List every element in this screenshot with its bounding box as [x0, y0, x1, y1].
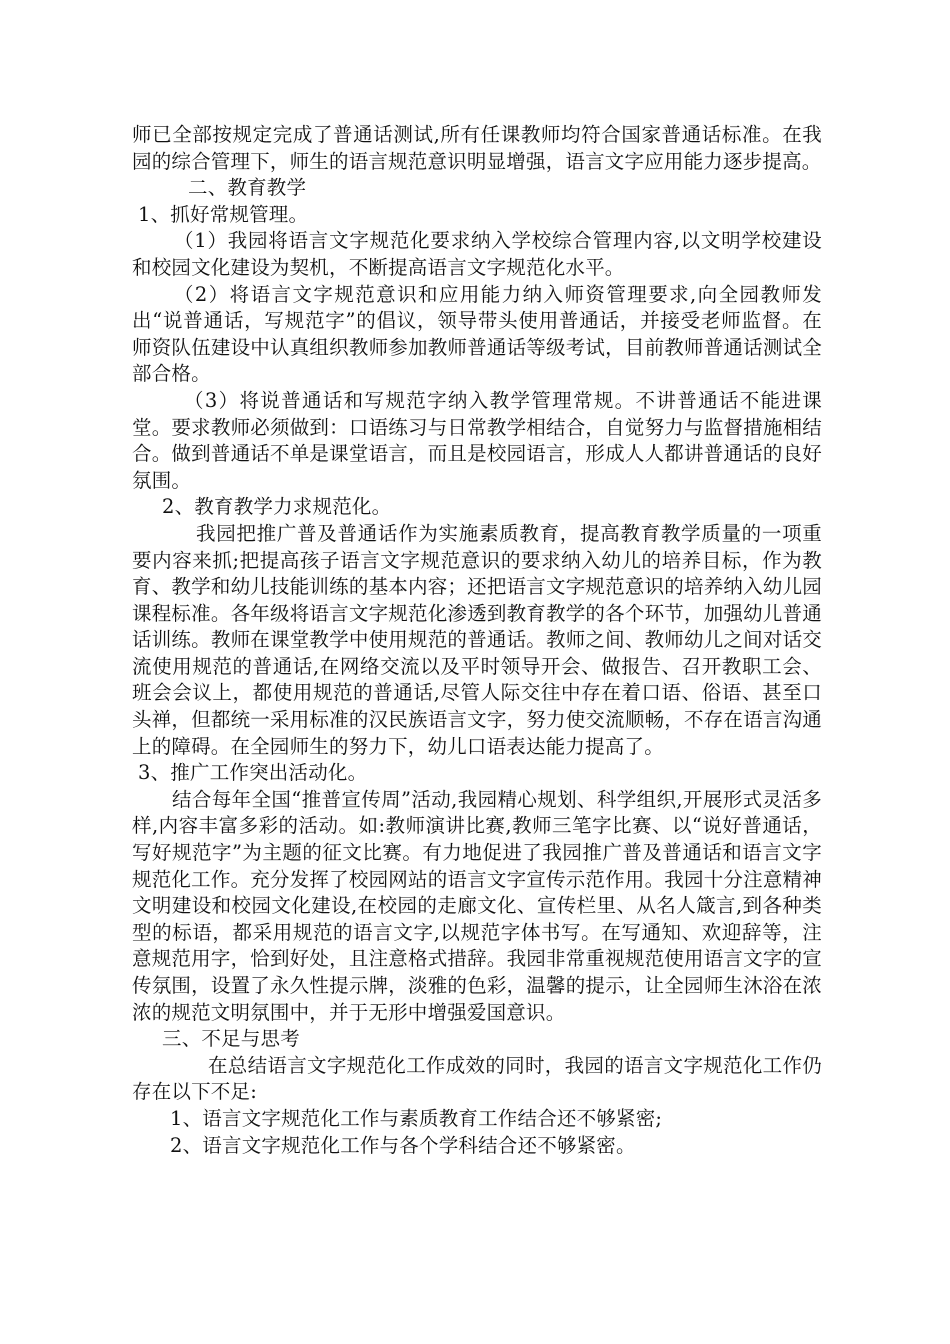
- shortcomings-paragraph: 在总结语言文字规范化工作成效的同时，我园的语言文字规范化工作仍存在以下不足:: [132, 1053, 822, 1104]
- section-heading-shortcomings: 三、不足与思考: [162, 1027, 300, 1051]
- routine-paragraph-1: （1）我园将语言文字规范化要求纳入学校综合管理内容,以文明学校建设和校园文化建设为契机，不断提高语言文字规范化水平。: [132, 229, 822, 279]
- shortcoming-item-1: 1、语言文字规范化工作与素质教育工作结合还不够紧密;: [170, 1106, 663, 1130]
- document-body: [132, 122, 822, 1159]
- subheading-activities: 3、推广工作突出活动化。: [138, 761, 368, 785]
- subheading-routine-management: 1、抓好常规管理。: [138, 202, 309, 226]
- shortcoming-item-2: 2、语言文字规范化工作与各个学科结合还不够紧密。: [170, 1133, 636, 1157]
- standardization-paragraph: 我园把推广普及普通话作为实施素质教育，提高教育教学质量的一项重要内容来抓;把提高孩子语言文字规范意识的要求纳入幼儿的培养目标，作为教育、教学和幼儿技能训练的基本内容；还把语言文字规范意识的培养纳入幼儿园课程标准。各年级将语言文字规范化渗透到教育教学的各个环节，加强幼儿普通话训练。教师在课堂教学中使用规范的普通话。教师之间、教师幼儿之间对话交流使用规范的普通话,在网络交流以及平时领导开会、做报告、召开教职工会、班会会议上，都使用规范的普通话,尽管人际交往中存在着口语、俗语、甚至口头禅，但都统一采用标准的汉民族语言文字，努力使交流顺畅，不存在语言沟通上的障碍。在全园师生的努力下，幼儿口语表达能力提高了。: [132, 521, 822, 758]
- section-heading-education: 二、教育教学: [188, 176, 307, 200]
- activities-paragraph: 结合每年全国“推普宣传周”活动,我园精心规划、科学组织,开展形式灵活多样,内容丰富多彩的活动。如:教师演讲比赛,教师三笔字比赛、以“说好普通话，写好规范字”为主题的征文比赛。有力地促进了我园推广普及普通话和语言文字规范化工作。充分发挥了校园网站的语言文字宣传示范作用。我园十分注意精神文明建设和校园文化建设,在校园的走廊文化、宣传栏里、从名人箴言,到各种类型的标语，都采用规范的语言文字,以规范字体书写。在写通知、欢迎辞等，注意规范用字，恰到好处，且注意格式措辞。我园非常重视规范使用语言文字的宣传氛围，设置了永久性提示牌，淡雅的色彩，温馨的提示，让全园师生沐浴在浓浓的规范文明氛围中，并于无形中增强爱国意识。: [132, 787, 822, 1024]
- intro-paragraph: 师已全部按规定完成了普通话测试,所有任课教师均符合国家普通话标准。在我园的综合管理下，师生的语言规范意识明显增强，语言文字应用能力逐步提高。: [132, 123, 822, 173]
- subheading-standardization: 2、教育教学力求规范化。: [162, 495, 392, 519]
- routine-paragraph-3: （3）将说普通话和写规范字纳入教学管理常规。不讲普通话不能进课堂。要求教师必须做到：口语练习与日常教学相结合，自觉努力与监督措施相结合。做到普通话不单是课堂语言，而且是校园语言，形成人人都讲普通话的良好氛围。: [132, 388, 822, 492]
- routine-paragraph-2: （2）将语言文字规范意识和应用能力纳入师资管理要求,向全园教师发出“说普通话，写规范字”的倡议，领导带头使用普通话，并接受老师监督。在师资队伍建设中认真组织教师参加教师普通话等级考试，目前教师普通话测试全部合格。: [132, 282, 822, 386]
